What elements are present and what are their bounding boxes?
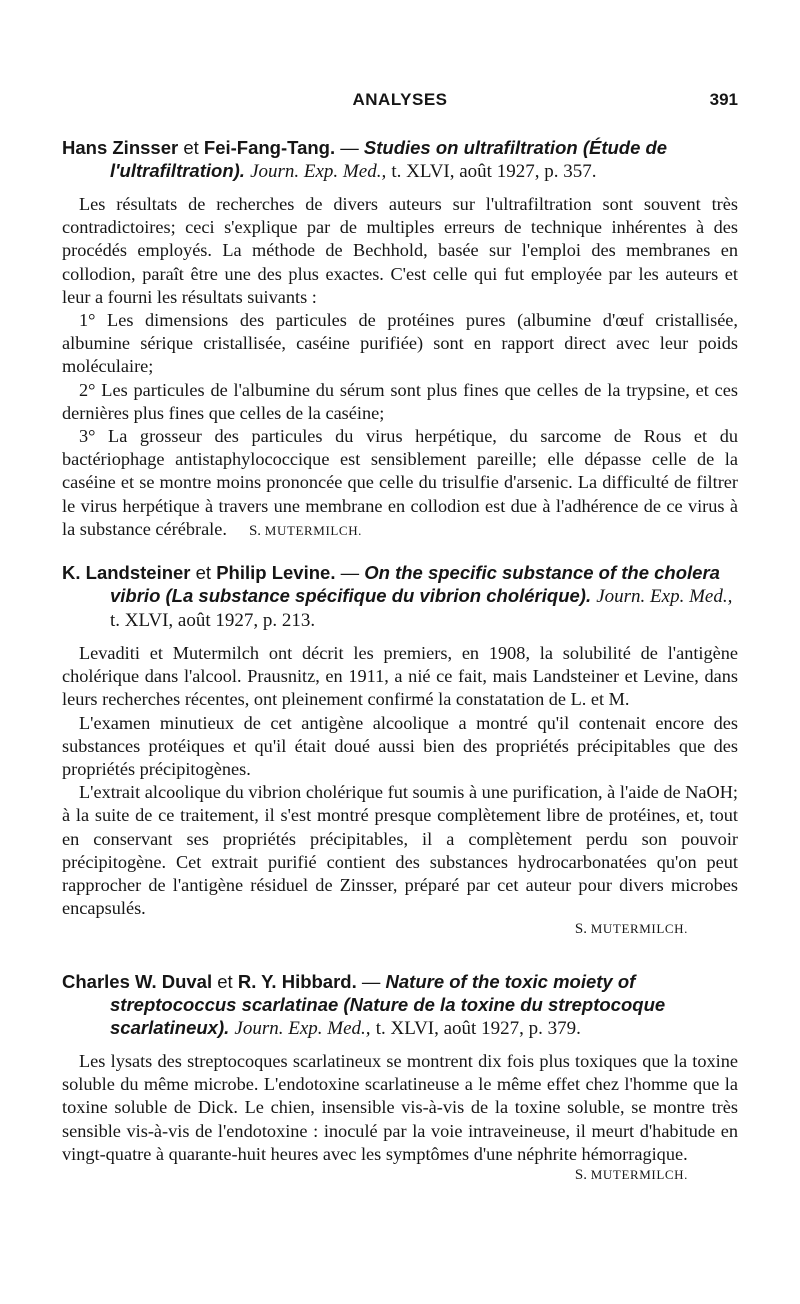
article-reference xyxy=(62,970,738,1040)
title-dash: — xyxy=(340,562,360,583)
body-paragraph: 1° Les dimensions des particules de protéines pures (albumine d'œuf cristallisée, albumine sérique cristallisée, caséine purifiée) sont en rapport direct avec leur poids moléculaire; xyxy=(62,310,738,377)
signature-name: MUTERMILCH. xyxy=(590,1167,688,1183)
signature xyxy=(249,523,362,539)
citation-details: t. XLVI, août 1927, p. 379. xyxy=(375,1018,581,1039)
body-paragraph: L'examen minutieux de cet antigène alcoolique a montré qu'il contenait encore des substances protéiques et qu'il était doué aussi bien des propriétés précipitables que des propriétés précipitogènes. xyxy=(62,712,738,780)
page-number: 391 xyxy=(709,90,738,109)
journal-name: Journ. Exp. Med., xyxy=(250,161,387,182)
running-header xyxy=(62,90,738,116)
signature-name: MUTERMILCH. xyxy=(264,522,363,538)
article-title-french: (Nature de la toxine du streptocoque scarlatineux). xyxy=(110,994,666,1038)
article-title-english: On the specific substance of the cholera vibrio xyxy=(110,562,720,606)
journal-name: Journ. Exp. Med., xyxy=(234,1018,371,1039)
body-paragraph: L'extrait alcoolique du vibrion cholérique fut soumis à une purification, à l'aide de NaOH; à la suite de ce traitement, il s'est montré presque complètement libre de protéines, et, tout en conservant ses propriétés précipitables, il a complètement perdu son pouvoir précipitogène. Cet extrait purifié contient des substances hydrocarbonatées qu'on peut rapprocher de l'antigène résiduel de Zinsser, préparé par cet auteur pour divers microbes encapsulés. xyxy=(62,782,738,919)
article-zinsser xyxy=(62,136,738,543)
title-dash: — xyxy=(361,971,381,992)
article-reference xyxy=(62,136,738,183)
author-names: Charles W. Duval xyxy=(62,971,213,992)
author-names: Fei-Fang-Tang. xyxy=(203,137,336,158)
body-paragraph-signed xyxy=(62,425,738,543)
signature xyxy=(62,921,738,938)
article-duval xyxy=(62,970,738,1184)
signature-initial: S. xyxy=(574,921,587,938)
author-joiner: et xyxy=(195,562,212,583)
signature-name: MUTERMILCH. xyxy=(590,921,688,937)
body-paragraph: Les résultats de recherches de divers auteurs sur l'ultrafiltration sont souvent très contradictoires; ceci s'explique par de multiples erreurs de technique inhérentes à des procédés employés. La méthode de Bechhold, basée sur l'emploi des membranes en collodion, paraît être une des plus exactes. C'est celle qui fut employée par les auteurs et leur a fourni les résultats suivants : xyxy=(62,194,738,307)
paragraph-text: 3° La grosseur des particules du virus herpétique, du sarcome de Rous et du bactériophage antistaphylococcique est sensiblement pareille; elle dépasse celle de la caséine et se montre moins prononcée que celle du trisulfie d'arsenic. La difficulté de filtrer le virus herpétique à travers une membrane en collodion est due à l'adhérence de ce virus à la substance cérébrale. xyxy=(62,426,738,539)
body-paragraph: Levaditi et Mutermilch ont décrit les premiers, en 1908, la solubilité de l'antigène cholérique dans l'alcool. Prausnitz, en 1911, a nié ce fait, mais Landsteiner et Levine, dans leurs recherches récentes, ont pleinement confirmé la constatation de L. et M. xyxy=(62,643,738,710)
article-title-french: (Étude de l'ultrafiltration). xyxy=(110,137,668,181)
author-names: K. Landsteiner xyxy=(62,562,191,583)
article-title-french: (La substance spécifique du vibrion cholérique). xyxy=(165,585,592,606)
article-title-english: Nature of the toxic moiety of streptococcus scarlatinae xyxy=(110,971,636,1015)
title-dash: — xyxy=(340,137,359,158)
journal-name: Journ. Exp. Med., xyxy=(596,586,733,607)
citation-details: t. XLVI, août 1927, p. 213. xyxy=(110,610,316,631)
author-names: Philip Levine. xyxy=(216,562,336,583)
author-joiner: et xyxy=(217,971,233,992)
article-reference xyxy=(62,561,738,632)
running-title: ANALYSES xyxy=(352,90,448,109)
article-title-english: Studies on ultrafiltration xyxy=(363,137,578,158)
author-joiner: et xyxy=(183,137,199,158)
article-landsteiner xyxy=(62,561,738,938)
citation-details: t. XLVI, août 1927, p. 357. xyxy=(391,161,597,182)
body-paragraph: 2° Les particules de l'albumine du sérum sont plus fines que celles de la trypsine, et ces dernières plus fines que celles de la caséine; xyxy=(62,379,738,423)
signature-initial: S. xyxy=(574,1167,587,1184)
author-names: R. Y. Hibbard. xyxy=(237,971,357,992)
signature-initial: S. xyxy=(248,522,262,539)
body-paragraph: Les lysats des streptocoques scarlatineux se montrent dix fois plus toxiques que la toxine soluble du même microbe. L'endotoxine scarlatineuse a le même effet chez l'homme que la toxine soluble de Dick. Le chien, insensible vis-à-vis de la toxine soluble, se montre très sensible vis-à-vis de l'endotoxine : inoculé par la voie intraveineuse, il meurt d'habitude en vingt-quatre à quarante-huit heures avec les symptômes d'une néphrite hémorragique. xyxy=(62,1051,738,1164)
author-names: Hans Zinsser xyxy=(62,137,179,158)
signature xyxy=(62,1167,738,1184)
